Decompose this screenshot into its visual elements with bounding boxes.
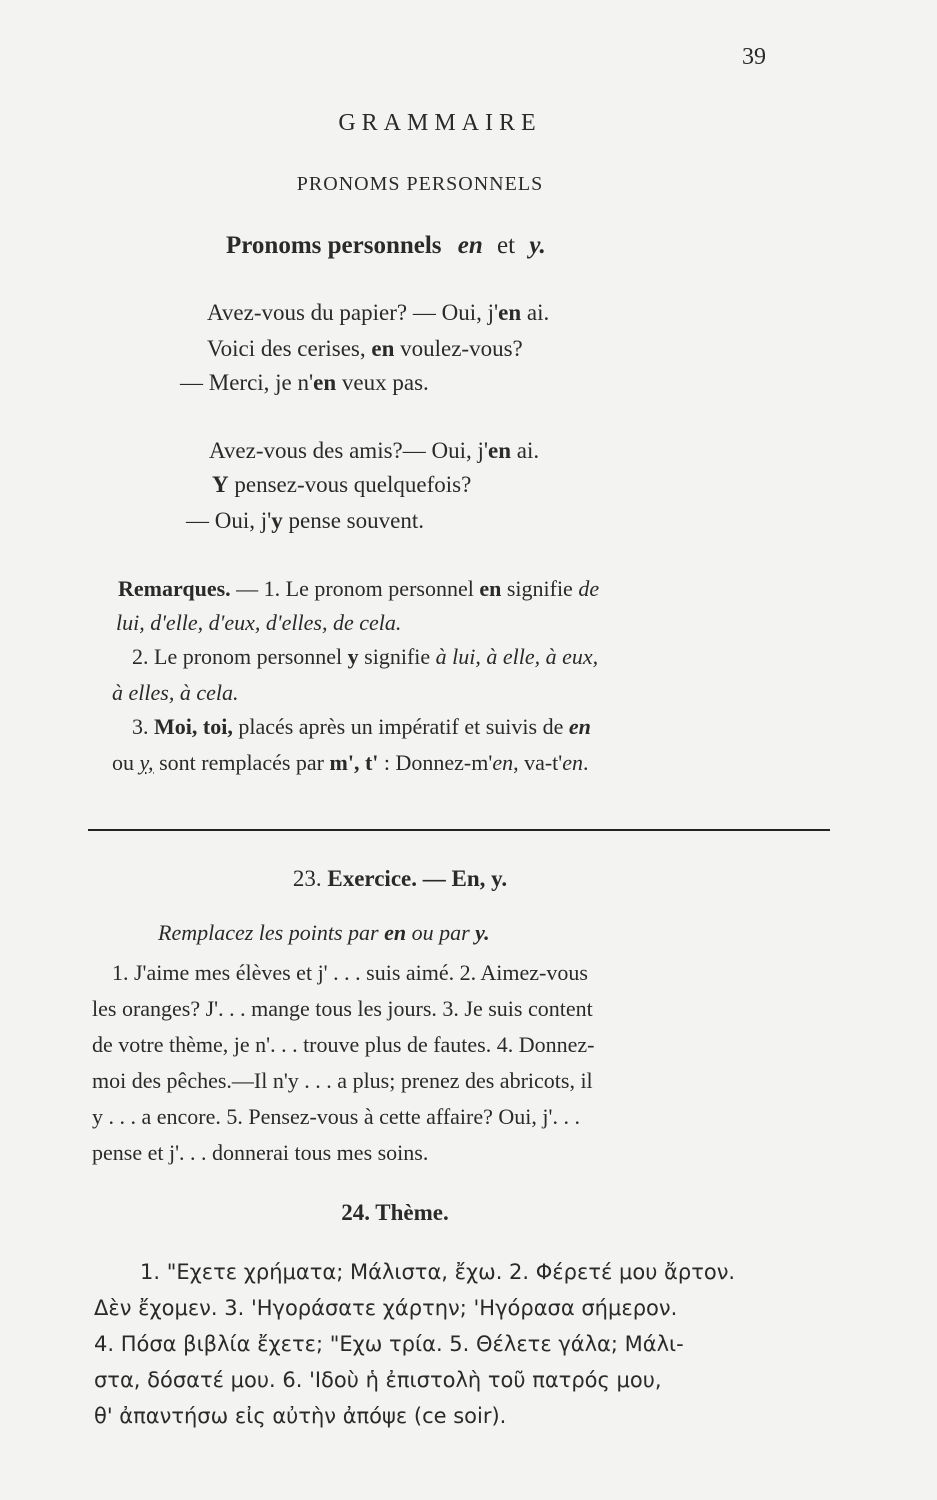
example-line: Voici des cerises, en voulez-vous? [207, 336, 523, 361]
subtitle-prefix: Pronoms personnels [226, 232, 442, 259]
example-line: — Oui, j'y pense souvent. [186, 508, 424, 533]
remark-line: Remarques. — 1. Le pronom personnel en signifie de [118, 576, 600, 601]
remark-line: 3. Moi, toi, placés après un impératif et suivis de en [132, 714, 591, 739]
theme-line: θ' ἀπαντήσω εἰς αὐτὴν ἀπόψε (ce soir). [94, 1404, 507, 1428]
theme-line: 4. Πόσα βιβλία ἔχετε; "Εχω τρία. 5. Θέλετε γάλα; Μάλι- [94, 1332, 684, 1356]
theme-heading: 24. Thème. [341, 1200, 449, 1225]
remark-line: ou y, sont remplacés par m', t' : Donnez-m'en, va-t'en. [112, 750, 589, 775]
theme-line: 1. "Εχετε χρήματα; Μάλιστα, ἔχω. 2. Φέρετέ μου ἄρτον. [140, 1260, 736, 1284]
exercise-line: y . . . a encore. 5. Pensez-vous à cette affaire? Oui, j'. . . [92, 1104, 580, 1129]
example-line: Y pensez-vous quelquefois? [212, 472, 472, 497]
lesson-subtitle [226, 232, 546, 260]
page-number: 39 [742, 44, 766, 70]
remark-line: à elles, à cela. [112, 680, 239, 705]
example-line: Avez-vous du papier? — Oui, j'en ai. [207, 300, 550, 325]
remark-line: lui, d'elle, d'eux, d'elles, de cela. [116, 610, 402, 635]
example-line: — Merci, je n'en veux pas. [180, 370, 429, 395]
exercise-heading: 23. Exercice. — En, y. [292, 866, 508, 891]
exercise-instruction: Remplacez les points par en ou par y. [158, 920, 490, 945]
exercise-line: 1. J'aime mes élèves et j' . . . suis aimé. 2. Aimez-vous [112, 960, 588, 985]
remark-line: 2. Le pronom personnel y signifie à lui, à elle, à eux, [132, 644, 599, 669]
example-line: Avez-vous des amis?— Oui, j'en ai. [209, 438, 540, 463]
theme-line: Δὲν ἔχομεν. 3. 'Ηγοράσατε χάρτην; 'Ηγόρασα σήμερον. [94, 1296, 678, 1320]
subtitle-en: en [457, 232, 483, 259]
chapter-title: PRONOMS PERSONNELS [296, 173, 544, 195]
subtitle-y: y. [529, 232, 546, 259]
exercise-line: les oranges? J'. . . mange tous les jours. 3. Je suis content [92, 996, 593, 1021]
exercise-line: pense et j'. . . donnerai tous mes soins. [92, 1140, 429, 1165]
exercise-line: de votre thème, je n'. . . trouve plus de fautes. 4. Donnez- [92, 1032, 595, 1057]
theme-line: στα, δόσατέ μου. 6. 'Ιδοὺ ἡ ἐπιστολὴ τοῦ πατρός μου, [94, 1368, 662, 1392]
exercise-line: moi des pêches.—Il n'y . . . a plus; prenez des abricots, il [92, 1068, 593, 1093]
divider-rule [88, 829, 830, 831]
section-title: GRAMMAIRE [338, 110, 542, 136]
subtitle-et: et [497, 232, 516, 259]
remarques-label: Remarques. [118, 576, 231, 601]
